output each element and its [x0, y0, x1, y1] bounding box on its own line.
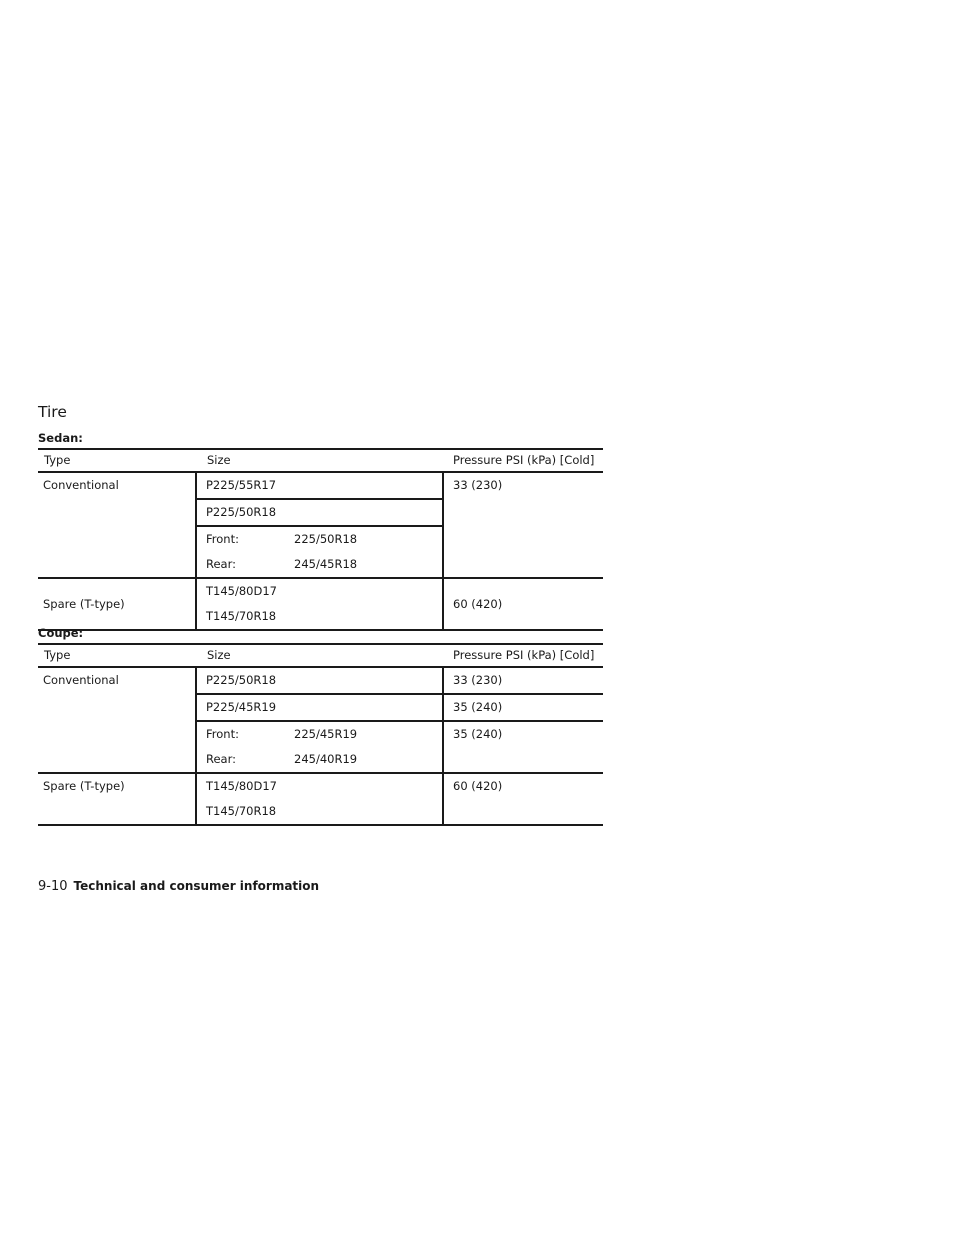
- spare-size: T145/70R18: [206, 804, 277, 818]
- table-row: [38, 472, 603, 499]
- page-number: 9-10: [38, 879, 68, 894]
- table-row: [38, 578, 603, 630]
- spare-size: T145/80D17: [206, 584, 277, 598]
- table-header-row: [38, 644, 603, 667]
- staggered-size-cell: [196, 721, 443, 773]
- header-size: Size: [196, 449, 443, 472]
- pressure-cell: 35 (240): [443, 721, 603, 773]
- size-cell: P225/50R18: [196, 667, 443, 694]
- header-type: Type: [38, 644, 196, 667]
- coupe-tire-table: [38, 643, 603, 826]
- spare-size: T145/70R18: [206, 609, 277, 623]
- front-size: 225/50R18: [294, 532, 358, 546]
- type-cell: Conventional: [38, 667, 196, 773]
- front-label: Front:: [206, 532, 239, 546]
- page-footer: [38, 879, 319, 894]
- table-header-row: [38, 449, 603, 472]
- pressure-cell: 35 (240): [443, 694, 603, 721]
- size-cell: P225/55R17: [196, 472, 443, 499]
- size-cell: [196, 578, 443, 630]
- header-type: Type: [38, 449, 196, 472]
- type-cell: Spare (T-type): [38, 773, 196, 825]
- pressure-cell: 33 (230): [443, 667, 603, 694]
- sedan-label: Sedan:: [38, 431, 83, 445]
- size-cell: P225/45R19: [196, 694, 443, 721]
- header-pressure: Pressure PSI (kPa) [Cold]: [443, 644, 603, 667]
- pressure-cell: 60 (420): [443, 578, 603, 630]
- rear-size: 245/45R18: [294, 557, 358, 571]
- size-cell: P225/50R18: [196, 499, 443, 526]
- front-label: Front:: [206, 727, 239, 741]
- header-pressure: Pressure PSI (kPa) [Cold]: [443, 449, 603, 472]
- pressure-cell: 60 (420): [443, 773, 603, 825]
- rear-label: Rear:: [206, 752, 236, 766]
- section-title: Tire: [38, 403, 67, 421]
- spare-size: T145/80D17: [206, 779, 277, 793]
- rear-size: 245/40R19: [294, 752, 358, 766]
- table-row: [38, 667, 603, 694]
- staggered-size-cell: [196, 526, 443, 578]
- rear-label: Rear:: [206, 557, 236, 571]
- sedan-tire-table: [38, 448, 603, 631]
- table-row: [38, 773, 603, 825]
- size-cell: [196, 773, 443, 825]
- header-size: Size: [196, 644, 443, 667]
- pressure-cell: 33 (230): [443, 472, 603, 578]
- type-cell: Spare (T-type): [38, 578, 196, 630]
- coupe-label: Coupe:: [38, 626, 84, 640]
- footer-section-name: Technical and consumer information: [73, 879, 320, 893]
- front-size: 225/45R19: [294, 727, 358, 741]
- type-cell: Conventional: [38, 472, 196, 578]
